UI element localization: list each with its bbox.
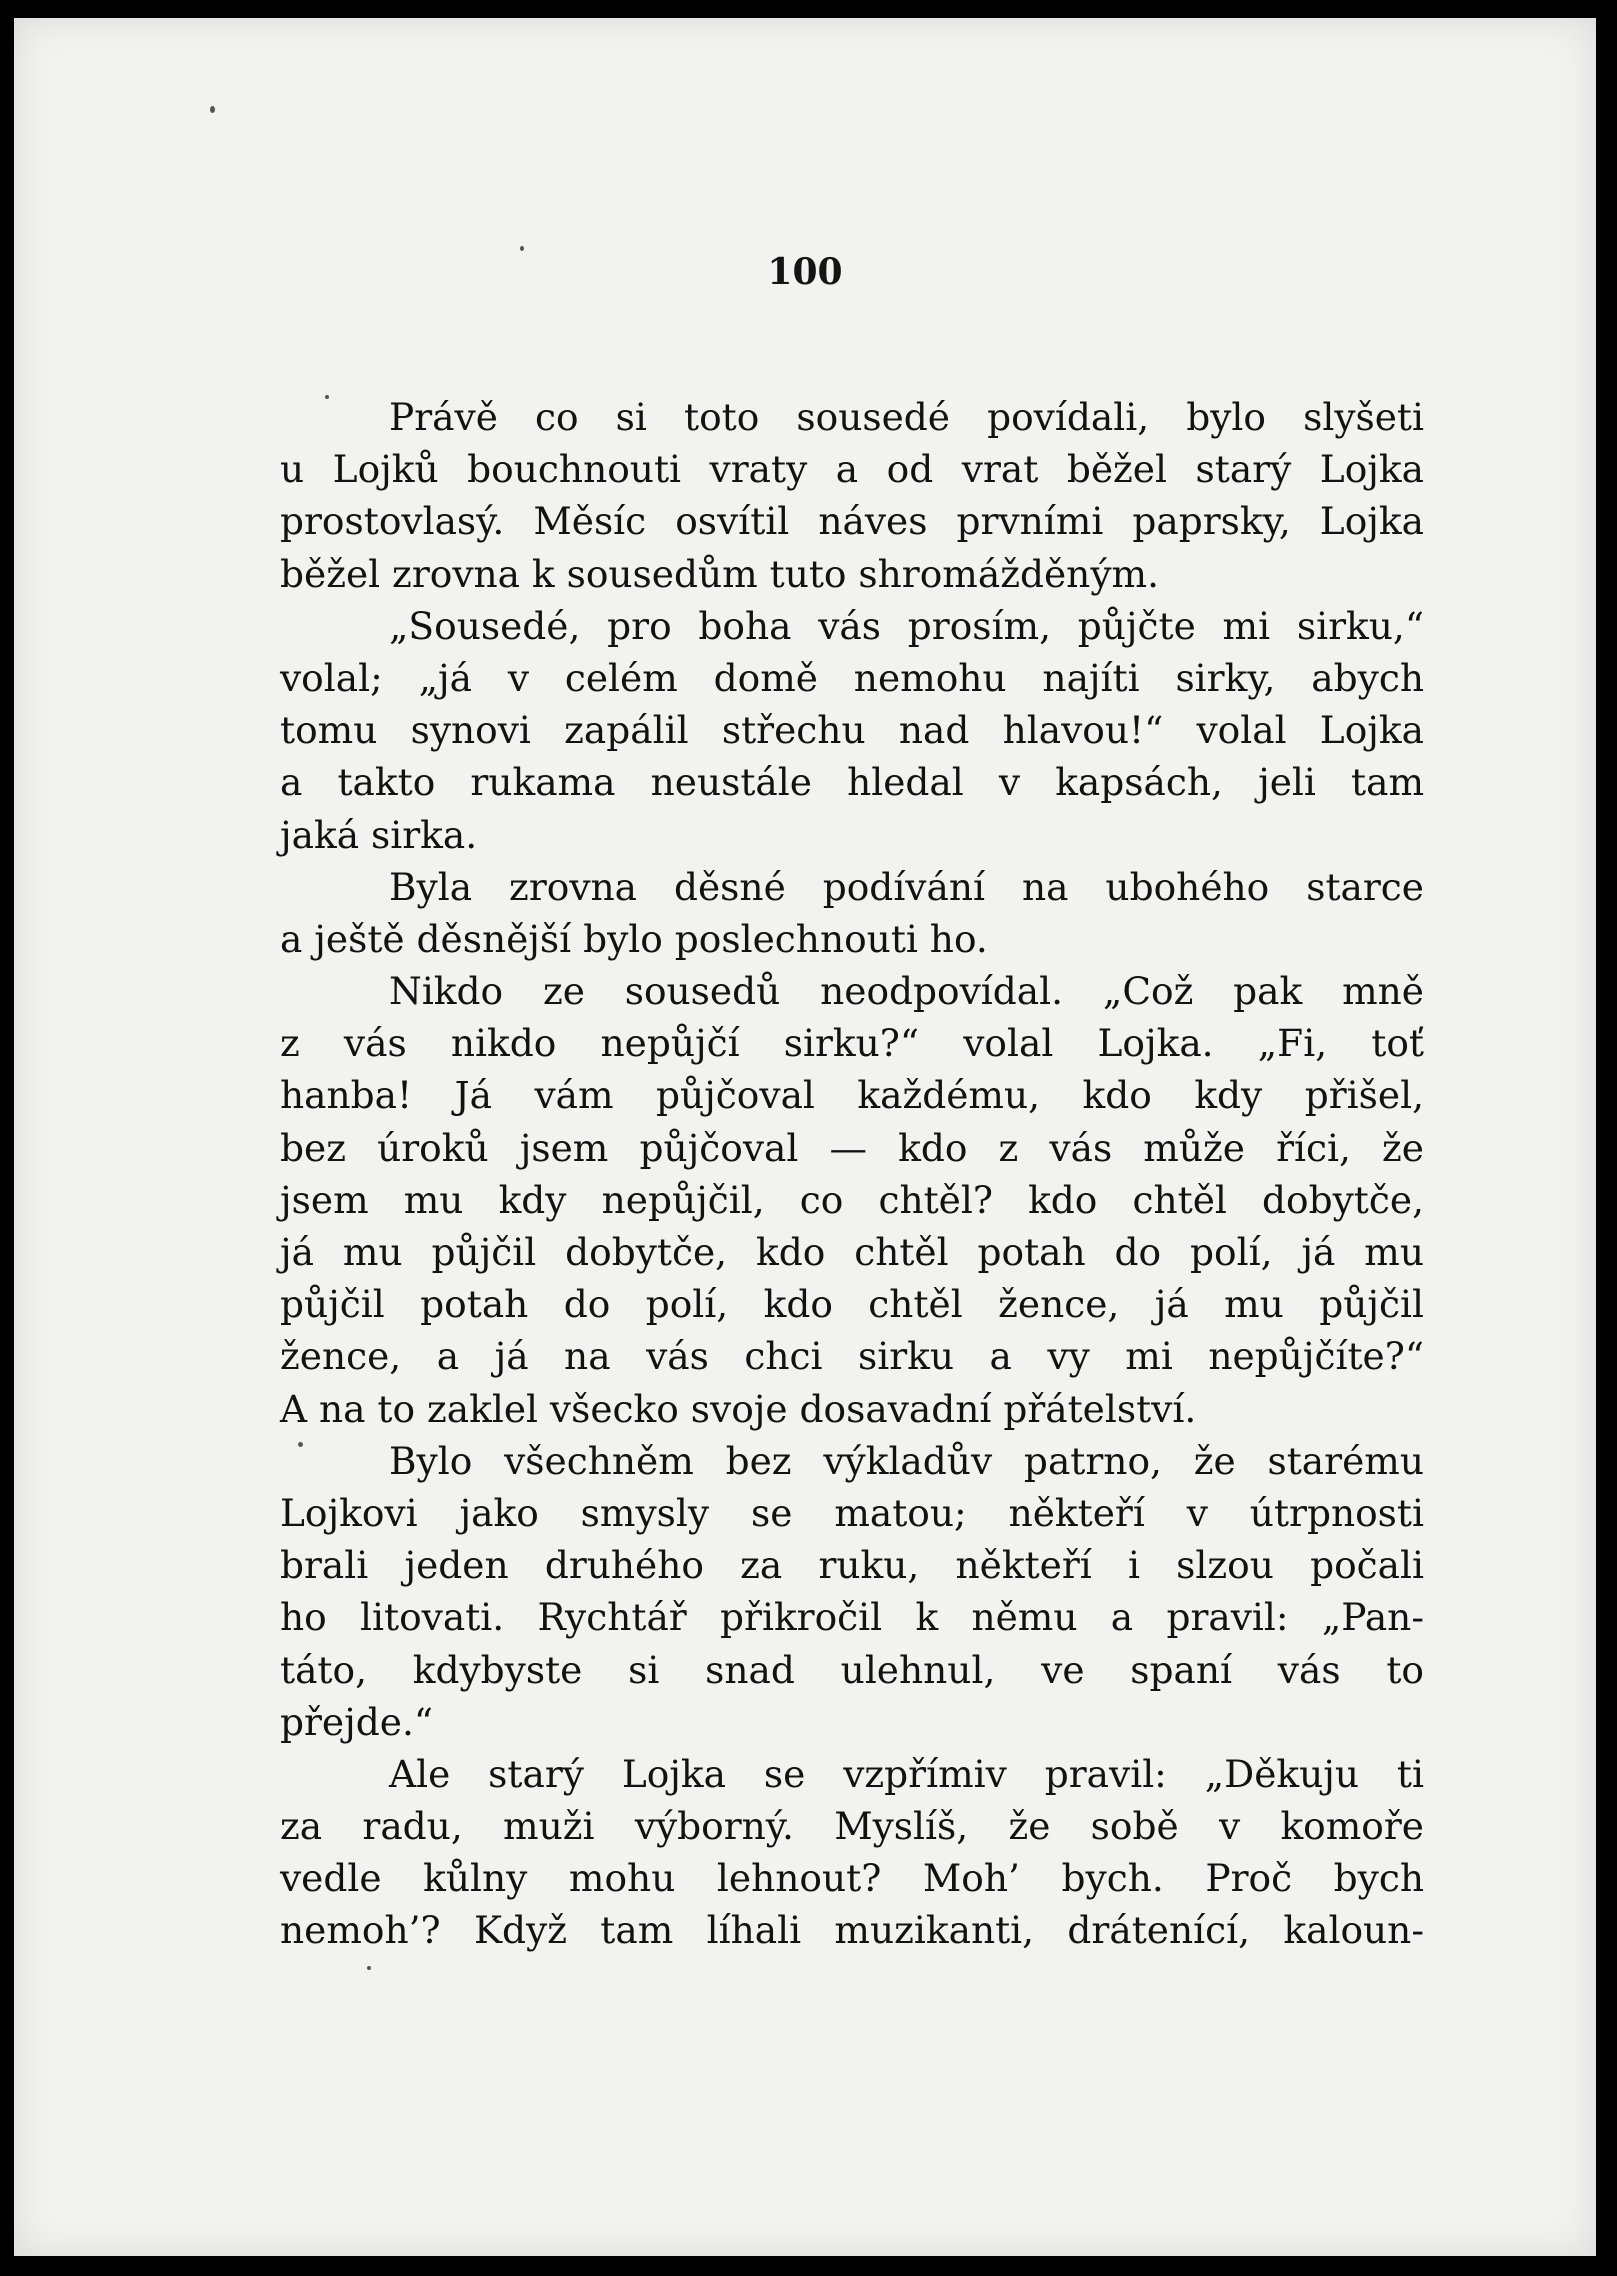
text-line: já mu půjčil dobytče, kdo chtěl potah do polí, já mu xyxy=(280,1230,1424,1274)
scan-speck xyxy=(325,395,329,399)
scan-speck xyxy=(210,106,215,113)
scan-speck xyxy=(367,1966,371,1970)
text-line: volal; „já v celém domě nemohu najíti sirky, abych xyxy=(280,655,1424,700)
text-line: za radu, muži výborný. Myslíš, že sobě v komoře xyxy=(280,1804,1424,1849)
text-line: Lojkovi jako smysly se matou; někteří v útrpnosti xyxy=(280,1490,1424,1535)
text-line: a ještě děsnější bylo poslechnouti ho. xyxy=(280,916,988,961)
text-line: běžel zrovna k sousedům tuto shromážděným. xyxy=(280,551,1159,596)
text-line: Byla zrovna děsné podívání na ubohého starce xyxy=(389,864,1424,909)
page-number: 100 xyxy=(767,251,843,293)
text-line: bez úroků jsem půjčoval — kdo z vás může říci, že xyxy=(280,1125,1424,1170)
text-line: nemoh’? Když tam líhali muzikanti, drátenící, kaloun- xyxy=(280,1908,1424,1953)
text-line: prostovlasý. Měsíc osvítil náves prvními paprsky, Lojka xyxy=(280,499,1424,544)
text-line: Bylo všechněm bez výkladův patrno, že starému xyxy=(389,1438,1424,1483)
text-line: jsem mu kdy nepůjčil, co chtěl? kdo chtěl dobytče, xyxy=(280,1177,1424,1222)
text-line: ho litovati. Rychtář přikročil k němu a pravil: „Pan- xyxy=(280,1595,1424,1640)
text-line: u Lojků bouchnouti vraty a od vrat běžel starý Lojka xyxy=(280,447,1424,492)
text-line: půjčil potah do polí, kdo chtěl žence, já mu půjčil xyxy=(280,1282,1424,1327)
text-line: hanba! Já vám půjčoval každému, kdo kdy přišel, xyxy=(280,1073,1424,1118)
body-text xyxy=(280,391,1424,1957)
scan-speck xyxy=(520,246,524,251)
text-line: Ale starý Lojka se vzpřímiv pravil: „Děkuju ti xyxy=(389,1751,1424,1796)
text-line: a takto rukama neustále hledal v kapsách, jeli tam xyxy=(280,760,1424,805)
text-line: tomu synovi zapálil střechu nad hlavou!“ volal Lojka xyxy=(280,708,1424,753)
text-line: Nikdo ze sousedů neodpovídal. „Což pak mně xyxy=(389,969,1424,1014)
text-line: Právě co si toto sousedé povídali, bylo slyšeti xyxy=(389,395,1424,439)
text-line: žence, a já na vás chci sirku a vy mi nepůjčíte?“ xyxy=(280,1334,1424,1379)
text-line: jaká sirka. xyxy=(280,812,478,857)
text-line: z vás nikdo nepůjčí sirku?“ volal Lojka. „Fi, toť xyxy=(280,1021,1424,1066)
book-page xyxy=(14,18,1596,2256)
text-line: brali jeden druhého za ruku, někteří i slzou počali xyxy=(280,1543,1424,1588)
text-line: „Sousedé, pro boha vás prosím, půjčte mi sirku,“ xyxy=(389,603,1424,648)
text-line: vedle kůlny mohu lehnout? Moh’ bych. Proč bych xyxy=(280,1856,1424,1901)
scan-speck xyxy=(298,1442,303,1447)
text-line: přejde.“ xyxy=(280,1699,434,1744)
text-line: A na to zaklel všecko svoje dosavadní přátelství. xyxy=(280,1386,1197,1431)
text-line: táto, kdybyste si snad ulehnul, ve spaní vás to xyxy=(280,1647,1424,1692)
